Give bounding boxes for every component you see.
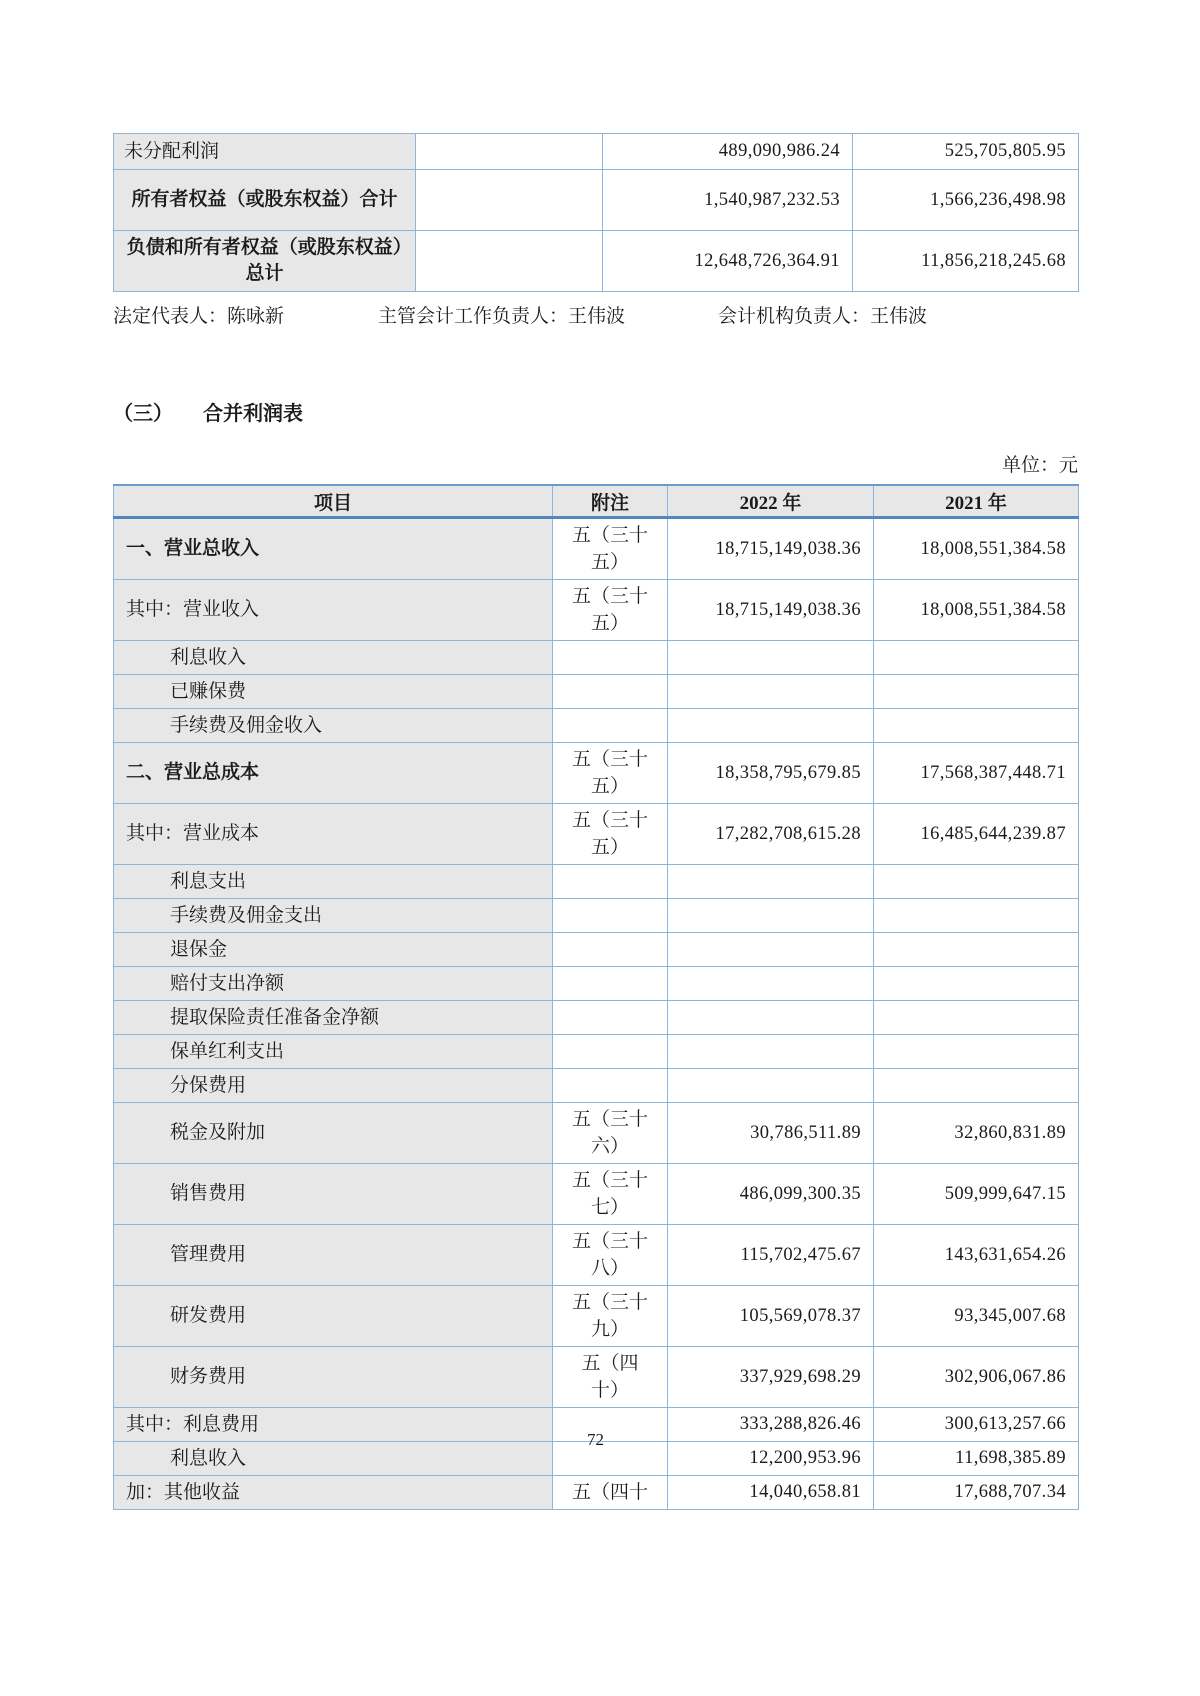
value-2021-cell: 32,860,831.89 — [874, 1103, 1079, 1164]
table-row — [114, 1069, 1079, 1103]
value-2021-cell — [874, 1001, 1079, 1035]
item-label-cell: 其中：营业收入 — [114, 580, 553, 641]
note-line-2: 八） — [590, 1258, 629, 1279]
note-line-1: 五（四十 — [571, 1482, 648, 1503]
table-row — [114, 1476, 1079, 1510]
page-content — [113, 133, 1078, 1510]
value-2022-cell: 337,929,698.29 — [668, 1347, 874, 1408]
note-reference-cell — [553, 641, 668, 675]
value-2021-cell: 509,999,647.15 — [874, 1164, 1079, 1225]
table-row — [114, 170, 1079, 231]
note-reference-cell — [553, 933, 668, 967]
section-title: 合并利润表 — [203, 403, 303, 425]
value-2021-cell — [874, 899, 1079, 933]
table-row — [114, 580, 1079, 641]
item-label-cell: 利息收入 — [114, 1442, 553, 1476]
note-line-2: 七） — [590, 1197, 629, 1218]
page-number: 72 — [587, 1430, 604, 1449]
table-row — [114, 1164, 1079, 1225]
value-2022-cell: 333,288,826.46 — [668, 1408, 874, 1442]
section-index: （三） — [113, 403, 173, 425]
header-2022: 2022 年 — [668, 485, 874, 518]
table-row — [114, 518, 1079, 580]
note-cell — [416, 231, 603, 292]
value-2021-cell: 17,568,387,448.71 — [874, 743, 1079, 804]
item-label-cell: 销售费用 — [114, 1164, 553, 1225]
item-label-cell: 其中：营业成本 — [114, 804, 553, 865]
value-2021-cell: 1,566,236,498.98 — [853, 170, 1079, 231]
income-table-header — [114, 485, 1079, 518]
value-2022-cell — [668, 865, 874, 899]
value-2021-cell — [874, 641, 1079, 675]
value-2022-cell: 1,540,987,232.53 — [603, 170, 853, 231]
item-label-cell: 所有者权益（或股东权益）合计 — [114, 170, 416, 231]
table-row — [114, 134, 1079, 170]
note-reference-cell — [553, 1347, 668, 1408]
value-2021-cell: 18,008,551,384.58 — [874, 518, 1079, 580]
item-label-cell: 手续费及佣金收入 — [114, 709, 553, 743]
value-2021-cell: 302,906,067.86 — [874, 1347, 1079, 1408]
value-2022-cell: 12,648,726,364.91 — [603, 231, 853, 292]
note-line-1: 五（三十 — [571, 810, 648, 831]
table-row — [114, 1225, 1079, 1286]
item-label-cell: 分保费用 — [114, 1069, 553, 1103]
value-2022-cell — [668, 899, 874, 933]
value-2022-cell — [668, 933, 874, 967]
note-reference-cell — [553, 1286, 668, 1347]
table-row — [114, 1286, 1079, 1347]
header-2021: 2021 年 — [874, 485, 1079, 518]
value-2021-cell — [874, 1069, 1079, 1103]
item-label-cell: 财务费用 — [114, 1347, 553, 1408]
value-2021-cell: 93,345,007.68 — [874, 1286, 1079, 1347]
note-reference-cell — [553, 804, 668, 865]
note-reference-cell — [553, 675, 668, 709]
note-line-1: 五（三十 — [571, 1292, 648, 1313]
table-row — [114, 899, 1079, 933]
value-2021-cell: 18,008,551,384.58 — [874, 580, 1079, 641]
table-row — [114, 865, 1079, 899]
value-2022-cell: 12,200,953.96 — [668, 1442, 874, 1476]
value-2021-cell: 17,688,707.34 — [874, 1476, 1079, 1510]
value-2021-cell: 525,705,805.95 — [853, 134, 1079, 170]
note-reference-cell — [553, 1001, 668, 1035]
table-row — [114, 743, 1079, 804]
chief-accounting-officer: 主管会计工作负责人：王伟波 — [378, 306, 626, 327]
value-2022-cell: 14,040,658.81 — [668, 1476, 874, 1510]
item-label-cell: 税金及附加 — [114, 1103, 553, 1164]
item-label-cell: 加：其他收益 — [114, 1476, 553, 1510]
table-row — [114, 1103, 1079, 1164]
item-label-cell: 退保金 — [114, 933, 553, 967]
note-line-2: 十） — [590, 1380, 629, 1401]
value-2022-cell — [668, 1035, 874, 1069]
value-2022-cell — [668, 675, 874, 709]
value-2021-cell: 16,485,644,239.87 — [874, 804, 1079, 865]
header-note: 附注 — [553, 485, 668, 518]
item-label-cell: 其中：利息费用 — [114, 1408, 553, 1442]
note-reference-cell — [553, 580, 668, 641]
note-reference-cell — [553, 1476, 668, 1510]
accounting-dept-head: 会计机构负责人：王伟波 — [718, 306, 928, 327]
note-line-1: 五（三十 — [571, 1109, 648, 1130]
note-reference-cell — [553, 1035, 668, 1069]
value-2022-cell: 115,702,475.67 — [668, 1225, 874, 1286]
table-row — [114, 1001, 1079, 1035]
item-label-cell: 二、营业总成本 — [114, 743, 553, 804]
value-2021-cell — [874, 865, 1079, 899]
item-label-cell: 赔付支出净额 — [114, 967, 553, 1001]
note-reference-cell — [553, 709, 668, 743]
table-row — [114, 231, 1079, 292]
unit-label: 单位：元 — [1001, 455, 1078, 476]
value-2022-cell: 30,786,511.89 — [668, 1103, 874, 1164]
value-2021-cell: 143,631,654.26 — [874, 1225, 1079, 1286]
note-reference-cell — [553, 1164, 668, 1225]
note-reference-cell — [553, 1225, 668, 1286]
value-2022-cell: 489,090,986.24 — [603, 134, 853, 170]
note-cell — [416, 134, 603, 170]
note-line-2: 五） — [590, 776, 629, 797]
income-statement-table — [113, 484, 1079, 1510]
note-line-2: 五） — [590, 837, 629, 858]
value-2021-cell — [874, 709, 1079, 743]
value-2021-cell: 11,856,218,245.68 — [853, 231, 1079, 292]
note-line-2: 九） — [590, 1319, 629, 1340]
table-row — [114, 1347, 1079, 1408]
value-2022-cell: 105,569,078.37 — [668, 1286, 874, 1347]
item-label-cell: 负债和所有者权益（或股东权益）总计 — [114, 231, 416, 292]
table-row — [114, 1035, 1079, 1069]
note-reference-cell — [553, 518, 668, 580]
note-reference-cell — [553, 865, 668, 899]
note-reference-cell — [553, 1103, 668, 1164]
table-row — [114, 709, 1079, 743]
item-label-cell: 一、营业总收入 — [114, 518, 553, 580]
note-line-1: 五（四 — [581, 1353, 639, 1374]
note-line-2: 五） — [590, 552, 629, 573]
value-2021-cell — [874, 967, 1079, 1001]
item-label-cell: 管理费用 — [114, 1225, 553, 1286]
value-2022-cell: 18,358,795,679.85 — [668, 743, 874, 804]
balance-sheet-body — [114, 134, 1079, 292]
header-item: 项目 — [114, 485, 553, 518]
table-row — [114, 804, 1079, 865]
item-label-cell: 已赚保费 — [114, 675, 553, 709]
value-2022-cell: 486,099,300.35 — [668, 1164, 874, 1225]
item-label-cell: 未分配利润 — [114, 134, 416, 170]
value-2022-cell — [668, 967, 874, 1001]
value-2022-cell: 18,715,149,038.36 — [668, 518, 874, 580]
value-2022-cell — [668, 709, 874, 743]
note-line-1: 五（三十 — [571, 525, 648, 546]
value-2021-cell: 300,613,257.66 — [874, 1408, 1079, 1442]
value-2022-cell — [668, 1069, 874, 1103]
item-label-cell: 研发费用 — [114, 1286, 553, 1347]
value-2021-cell — [874, 933, 1079, 967]
note-line-1: 五（三十 — [571, 1170, 648, 1191]
note-reference-cell — [553, 1069, 668, 1103]
table-row — [114, 675, 1079, 709]
section-heading — [113, 397, 1078, 426]
item-label-cell: 保单红利支出 — [114, 1035, 553, 1069]
value-2021-cell — [874, 1035, 1079, 1069]
note-line-2: 六） — [590, 1136, 629, 1157]
income-table-body — [114, 518, 1079, 1510]
signature-line — [113, 301, 1078, 327]
note-cell — [416, 170, 603, 231]
header-row — [114, 485, 1079, 518]
legal-representative: 法定代表人：陈咏新 — [113, 306, 285, 327]
item-label-cell: 利息支出 — [114, 865, 553, 899]
item-label-cell: 提取保险责任准备金净额 — [114, 1001, 553, 1035]
table-row — [114, 967, 1079, 1001]
value-2022-cell — [668, 641, 874, 675]
note-reference-cell — [553, 743, 668, 804]
value-2022-cell — [668, 1001, 874, 1035]
balance-sheet-table — [113, 133, 1079, 292]
item-label-cell: 手续费及佣金支出 — [114, 899, 553, 933]
note-line-1: 五（三十 — [571, 749, 648, 770]
table-row — [114, 933, 1079, 967]
value-2021-cell: 11,698,385.89 — [874, 1442, 1079, 1476]
table-row — [114, 641, 1079, 675]
note-reference-cell — [553, 967, 668, 1001]
note-line-1: 五（三十 — [571, 1231, 648, 1252]
note-line-1: 五（三十 — [571, 586, 648, 607]
value-2021-cell — [874, 675, 1079, 709]
value-2022-cell: 18,715,149,038.36 — [668, 580, 874, 641]
value-2022-cell: 17,282,708,615.28 — [668, 804, 874, 865]
note-reference-cell — [553, 899, 668, 933]
note-line-2: 五） — [590, 613, 629, 634]
item-label-cell: 利息收入 — [114, 641, 553, 675]
